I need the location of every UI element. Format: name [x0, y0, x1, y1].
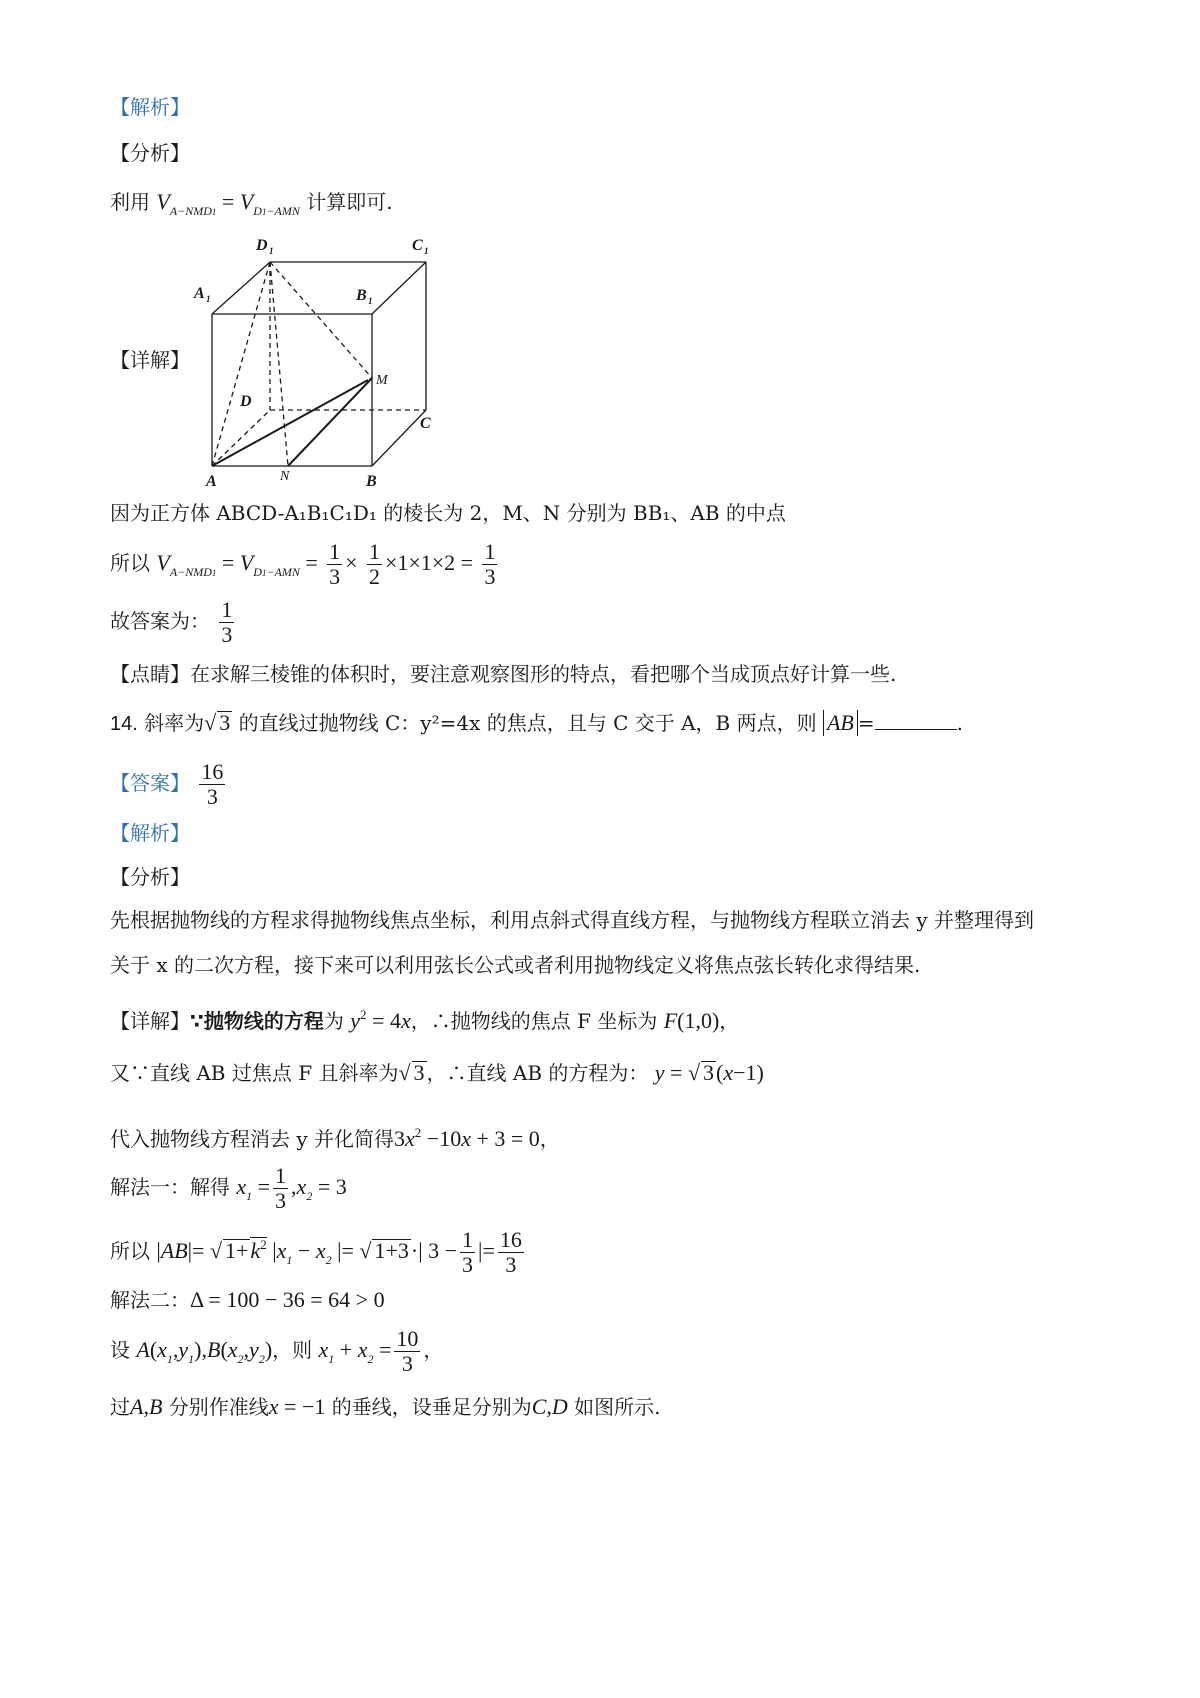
label-C1: C	[412, 237, 423, 254]
fenxi-label-2: 【分析】	[110, 865, 190, 889]
label-C: C	[420, 415, 431, 432]
cube-figure	[190, 228, 450, 493]
volume-formula: 所以 $V_{A-NMD1} = V_{D1-AMN}$ = $\frac{1}{3}$ × $\frac{1}{2}$ ×1×1×2 = $\frac{1}{3}$	[110, 539, 496, 589]
analysis-line-2: 关于 x 的二次方程，接下来可以利用弦长公式或者利用抛物线定义将焦点弦长转化求得结果.	[110, 953, 921, 977]
method2-line: 解法二：Δ = 100 − 36 = 64 > 0	[110, 1287, 385, 1312]
detail-line-3: 代入抛物线方程消去 y 并化简得$3x^2 -10x + 3 = 0$，	[110, 1125, 560, 1151]
jiexi-label-2: 【解析】	[110, 821, 190, 845]
xiangjie-label-1: 【详解】	[110, 348, 190, 372]
vieta-line: 设 $A(x_1,y_1),B(x_2,y_2)$，则 $x_1 + x_2$ = $\frac{10}{3}$ ，	[110, 1326, 444, 1376]
dianjing-text: 【点睛】在求解三棱锥的体积时，要注意观察图形的特点，看把哪个当成顶点好计算一些.	[110, 662, 897, 686]
because-text: 因为正方体 ABCD-A₁B₁C₁D₁ 的棱长为 2，M、N 分别为 BB₁、AB 的中点	[110, 501, 786, 525]
label-N: N	[280, 469, 290, 484]
analysis-line-1: 先根据抛物线的方程求得抛物线焦点坐标，利用点斜式得直线方程，与抛物线方程联立消去 y 并整理得到	[110, 908, 1035, 932]
label-D: D	[240, 393, 252, 410]
label-M: M	[376, 373, 388, 388]
detail-line-2: 又∵直线 AB 过焦点 F 且斜率为√ 3 ，∴直线 AB 的方程为： y = √ 3(x−1)	[110, 1060, 764, 1085]
label-D1: D	[256, 237, 268, 254]
method1-line: 解法一：解得 $x_1$ = $\frac{1}{3}$ $,x_2 = 3$	[110, 1163, 347, 1213]
label-B1: B	[356, 287, 367, 304]
label-B: B	[366, 473, 377, 490]
label-A1: A	[194, 285, 205, 302]
last-line: 过A,B 分别作准线x = −1 的垂线，设垂足分别为C,D 如图所示.	[110, 1394, 661, 1419]
answer-line-14: 【答案】 $\frac{16}{3}$	[110, 759, 224, 809]
svg-text:1: 1	[368, 296, 373, 306]
fenxi-text-1: 利用 $V_{A-NMD1} = V_{D1-AMN}$ 计算即可.	[110, 189, 393, 218]
jiexi-label-1: 【解析】	[110, 95, 190, 119]
svg-text:1: 1	[206, 294, 211, 304]
label-A: A	[206, 473, 217, 490]
question-14: 14. 斜率为√ 3 的直线过抛物线 C：y²=4x 的焦点，且与 C 交于 A，B 两点，则 AB = .	[110, 710, 963, 735]
detail-line-1: 【详解】∵抛物线的方程为 $y^2 = 4x$，∴抛物线的焦点 F 坐标为 F(1,0)，	[110, 1007, 740, 1033]
chord-length-line: 所以 |AB|= √ $1+k^2$ $|x_1 - x_2$ |= √ 1+3·| 3 − $\frac{1}{3}$ |= $\frac{16}{3}$	[110, 1227, 522, 1277]
svg-text:1: 1	[424, 246, 429, 256]
svg-text:1: 1	[269, 246, 274, 256]
fenxi-label-1: 【分析】	[110, 141, 190, 165]
answer-line-1: 故答案为： $\frac{1}{3}$	[110, 597, 233, 647]
answer-blank[interactable]	[875, 709, 957, 730]
